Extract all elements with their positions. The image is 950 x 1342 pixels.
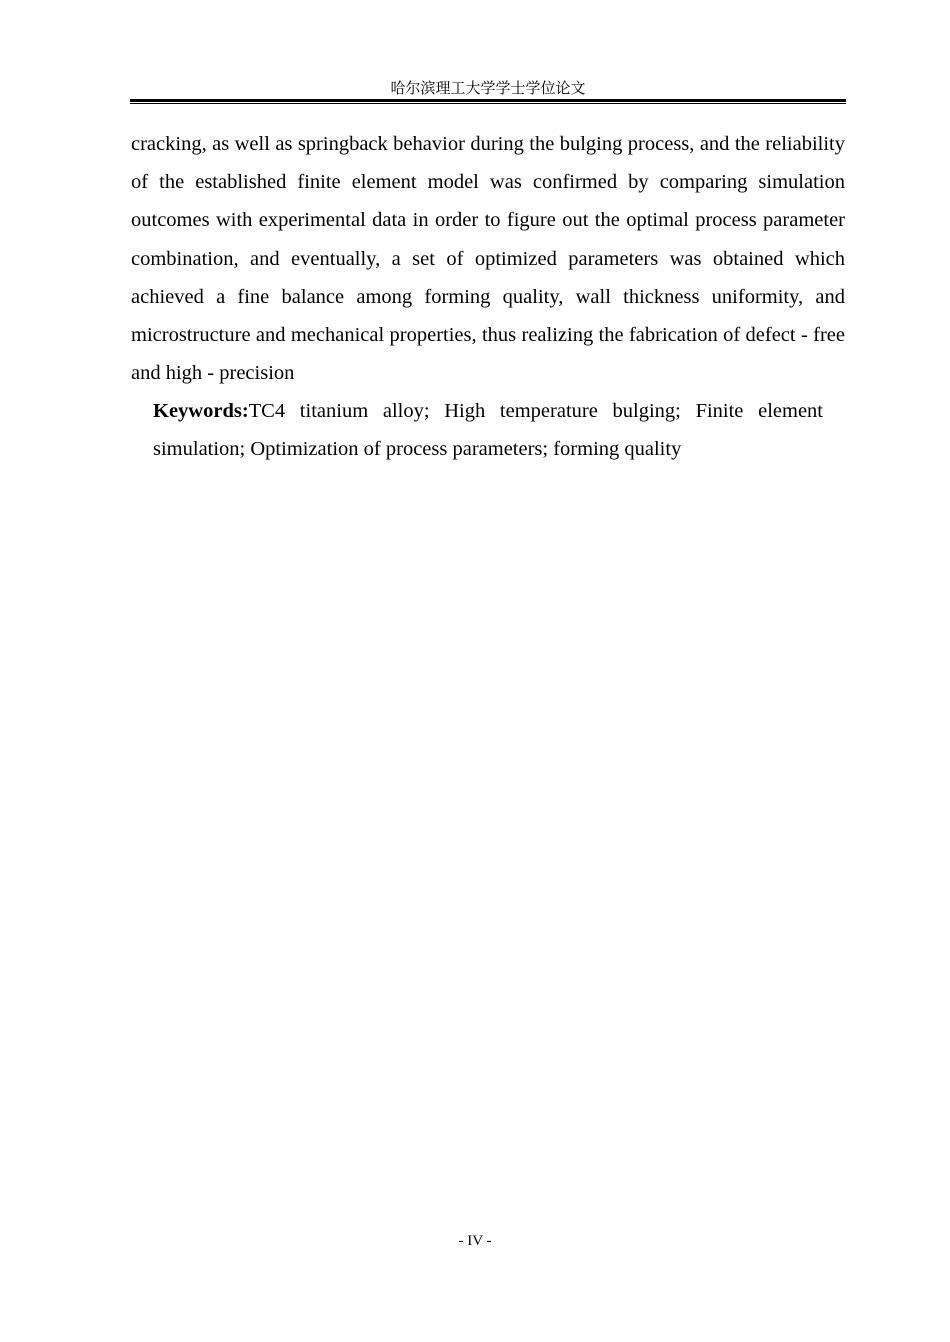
keywords-text: TC4 titanium alloy; High temperature bulging; Finite element simulation; Optimization of process parameters; forming quality	[153, 400, 823, 461]
page-number: - IV -	[458, 1233, 492, 1249]
header-rule-thin	[130, 103, 846, 104]
keywords-paragraph	[153, 392, 823, 468]
page-header: 哈尔滨理工大学学士学位论文	[390, 79, 586, 97]
abstract-paragraph: cracking, as well as springback behavior during the bulging process, and the reliability of the established finite element model was confirmed by comparing simulation outcomes with experimental data in order to figure out the optimal process parameter combination, and eventually, a set of optimized parameters was obtained which achieved a fine balance among forming quality, wall thickness uniformity, and microstructure and mechanical properties, thus realizing the fabrication of defect - free and high - precision	[131, 133, 845, 385]
header-rule-thick	[130, 99, 846, 102]
keywords-label: Keywords:	[153, 400, 249, 422]
